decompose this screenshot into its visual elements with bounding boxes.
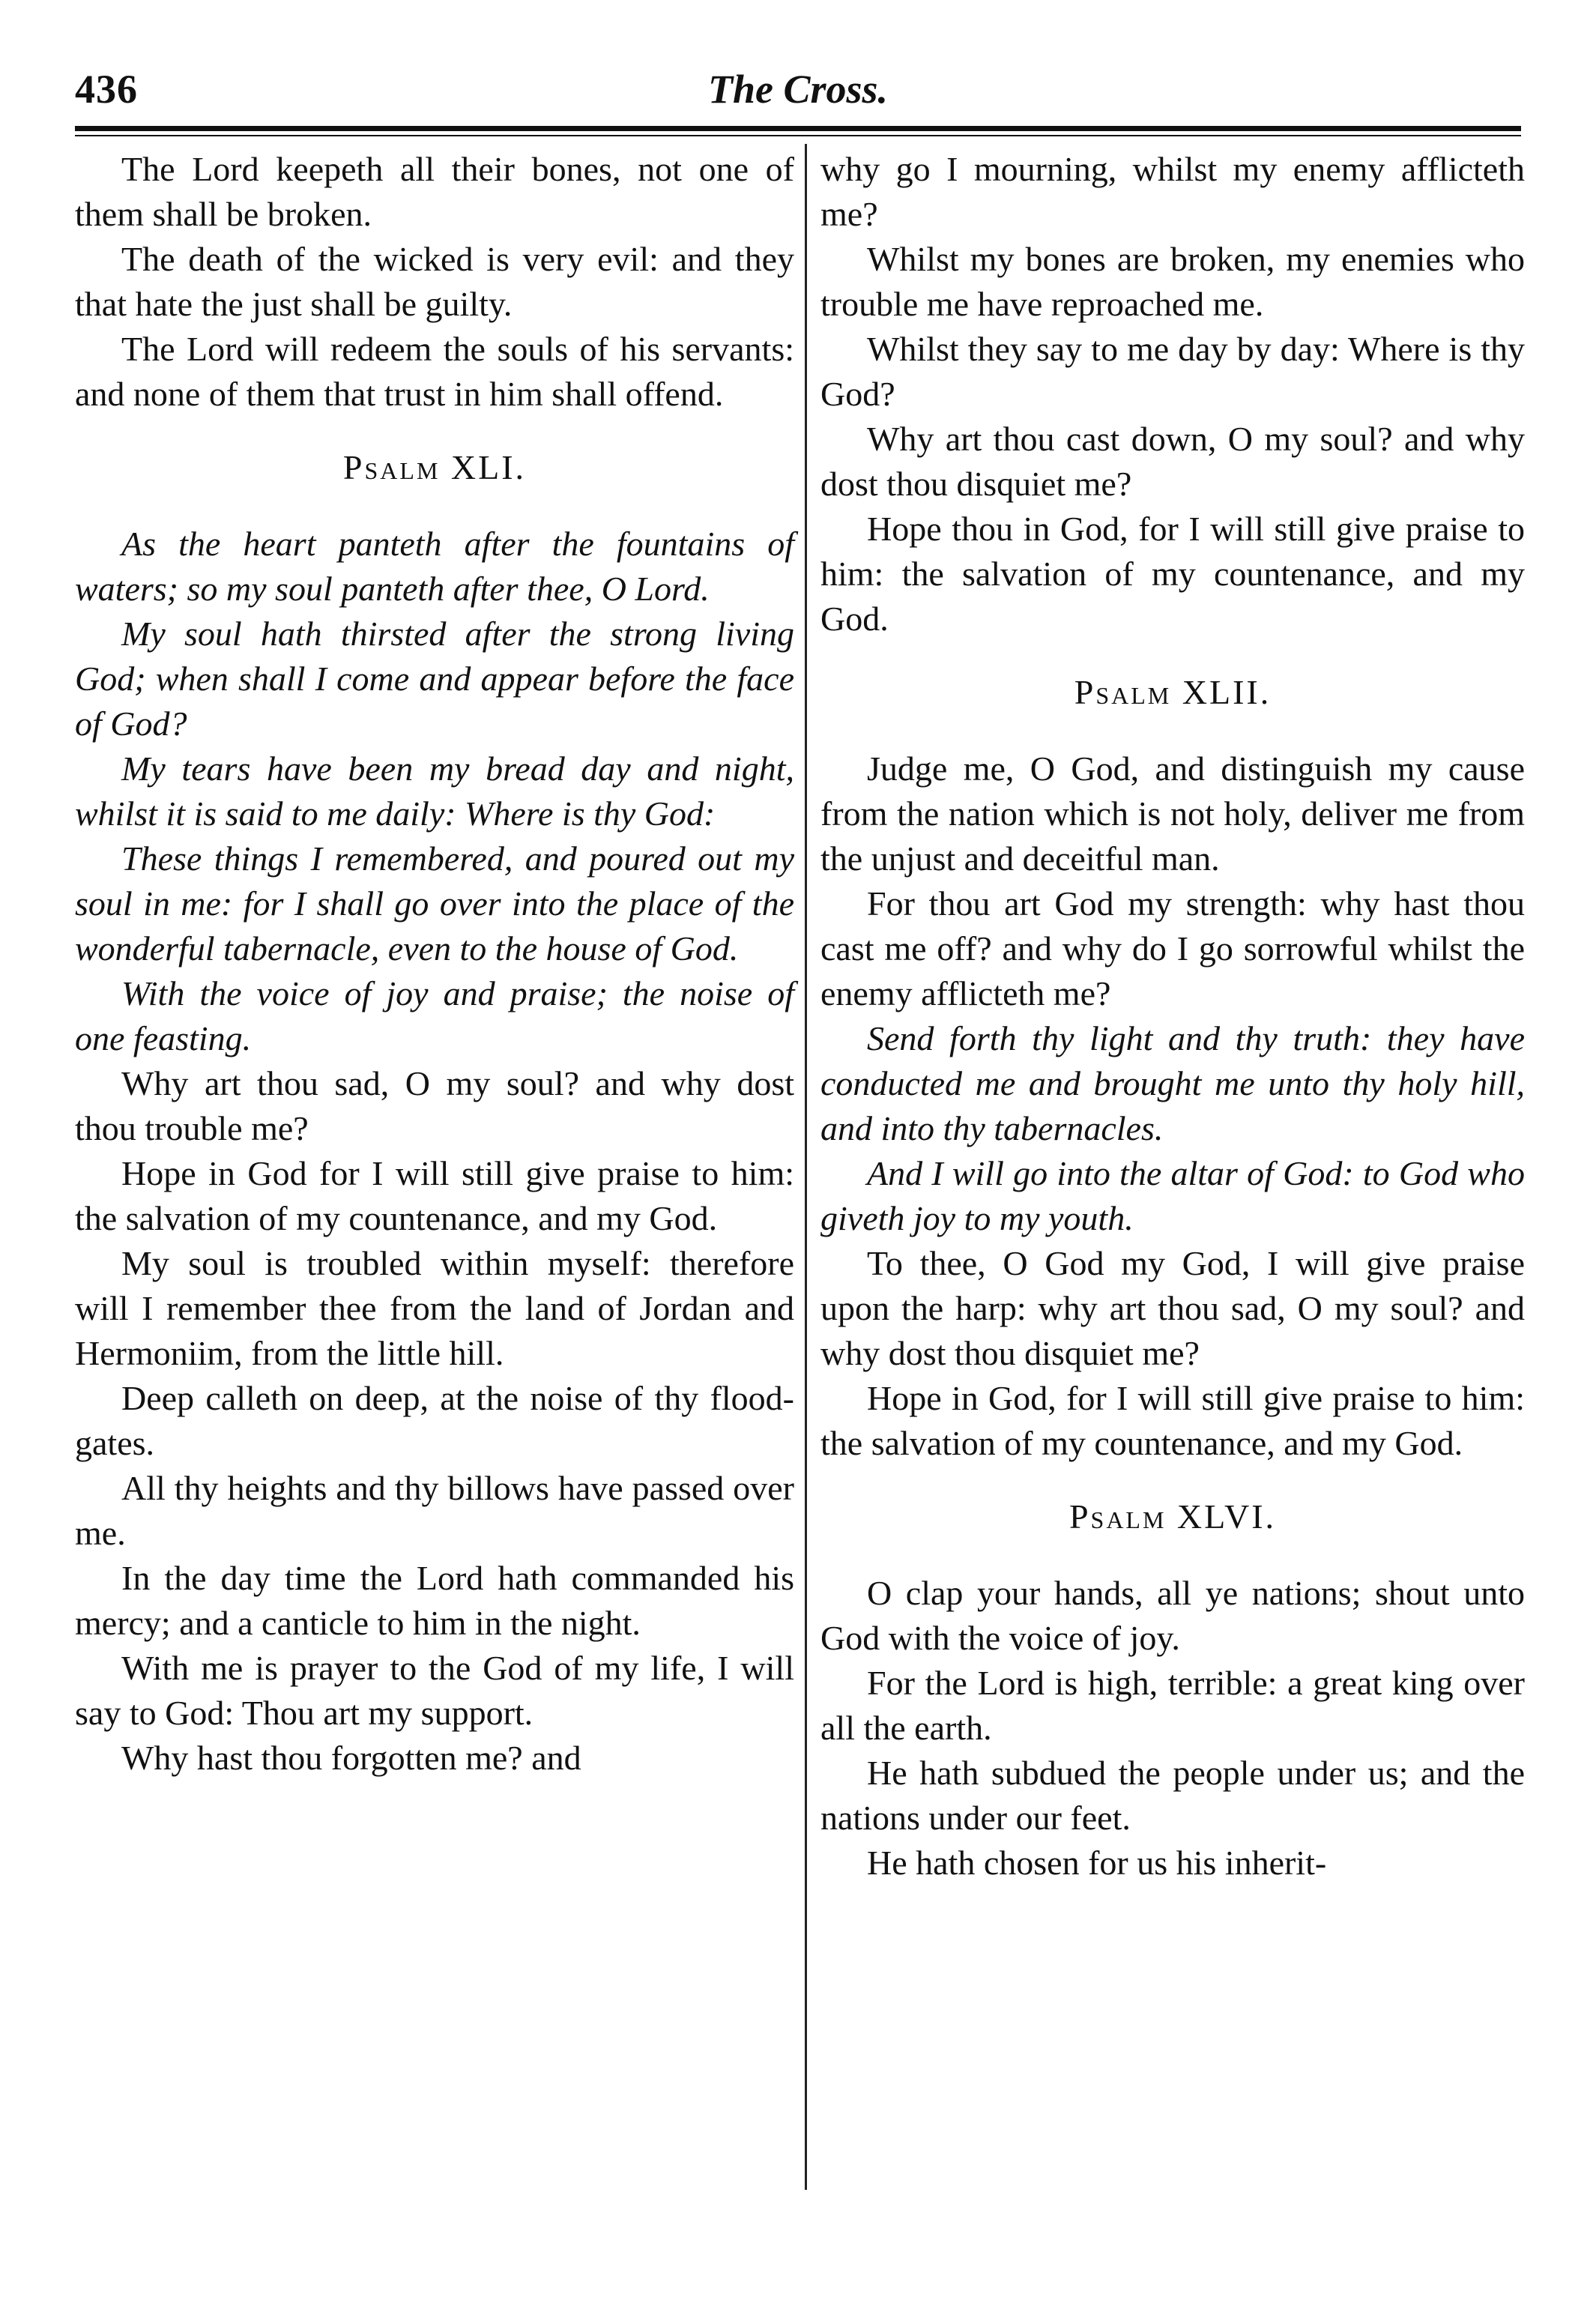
page-header	[75, 66, 1521, 118]
right-column	[820, 147, 1525, 1886]
verse: Hope in God, for I will still give praise to him: the salvation of my countenance, and my God.	[820, 1379, 1525, 1462]
verse: The Lord keepeth all their bones, not one of them shall be broken.	[75, 150, 794, 233]
verse-italic: As the heart panteth after the fountains of waters; so my soul panteth after thee, O Lord.	[75, 525, 794, 608]
verse: To thee, O God my God, I will give praise upon the harp: why art thou sad, O my soul? and why dost thou disquiet me?	[820, 1244, 1525, 1372]
psalm-heading: Psalm XLI.	[342, 448, 527, 486]
verse: For the Lord is high, terrible: a great king over all the earth.	[820, 1664, 1525, 1747]
verse-continuation: why go I mourning, whilst my enemy afflicteth me?	[820, 150, 1525, 233]
verse: Judge me, O God, and distinguish my cause from the nation which is not holy, deliver me from the unjust and deceitful man.	[820, 749, 1525, 878]
verse: The death of the wicked is very evil: and they that hate the just shall be guilty.	[75, 240, 794, 323]
verse: The Lord will redeem the souls of his servants: and none of them that trust in him shall offend.	[75, 330, 794, 413]
verse: Whilst they say to me day by day: Where is thy God?	[820, 330, 1525, 413]
verse: All thy heights and thy billows have passed over me.	[75, 1469, 794, 1552]
verse: He hath chosen for us his inherit-	[867, 1844, 1327, 1882]
verse: Whilst my bones are broken, my enemies who trouble me have reproached me.	[820, 240, 1525, 323]
verse: Why art thou cast down, O my soul? and why dost thou disquiet me?	[820, 420, 1525, 503]
psalm-heading: Psalm XLII.	[1074, 673, 1272, 711]
verse-italic: My tears have been my bread day and night, whilst it is said to me daily: Where is thy God:	[75, 749, 794, 833]
verse: In the day time the Lord hath commanded his mercy; and a canticle to him in the night.	[75, 1559, 794, 1642]
verse: My soul is troubled within myself: therefore will I remember thee from the land of Jordan and Hermoniim, from the little hill.	[75, 1244, 794, 1372]
header-rule-thin	[75, 135, 1521, 136]
left-column	[75, 147, 794, 1781]
column-divider	[805, 144, 807, 2190]
verse-italic: These things I remembered, and poured out my soul in me: for I shall go over into the place of the wonderful tabernacle, even to the house of God.	[75, 839, 794, 968]
verse-italic: Send forth thy light and thy truth: they have conducted me and brought me unto thy holy hill, and into thy tabernacles.	[820, 1019, 1525, 1147]
verse: Hope in God for I will still give praise to him: the salvation of my countenance, and my God.	[75, 1154, 794, 1237]
verse: He hath subdued the people under us; and the nations under our feet.	[820, 1754, 1525, 1837]
verse: With me is prayer to the God of my life, I will say to God: Thou art my support.	[75, 1649, 794, 1732]
page-number: 436	[75, 67, 138, 112]
verse-italic: With the voice of joy and praise; the noise of one feasting.	[75, 974, 794, 1057]
psalm-heading: Psalm XLVI.	[1068, 1497, 1277, 1536]
verse: Why art thou sad, O my soul? and why dost thou trouble me?	[75, 1064, 794, 1147]
verse: For thou art God my strength: why hast thou cast me off? and why do I go sorrowful whilst the enemy afflicteth me?	[820, 884, 1525, 1012]
running-title: The Cross.	[707, 67, 889, 112]
verse: Deep calleth on deep, at the noise of thy flood-gates.	[75, 1379, 794, 1462]
verse-italic: And I will go into the altar of God: to God who giveth joy to my youth.	[820, 1154, 1525, 1237]
verse-italic: My soul hath thirsted after the strong living God; when shall I come and appear before the face of God?	[75, 615, 794, 743]
verse: Hope thou in God, for I will still give praise to him: the salvation of my countenance, and my God.	[820, 510, 1525, 638]
verse: Why hast thou forgotten me? and	[121, 1739, 581, 1777]
verse: O clap your hands, all ye nations; shout unto God with the voice of joy.	[820, 1574, 1525, 1657]
header-rule	[75, 126, 1521, 131]
